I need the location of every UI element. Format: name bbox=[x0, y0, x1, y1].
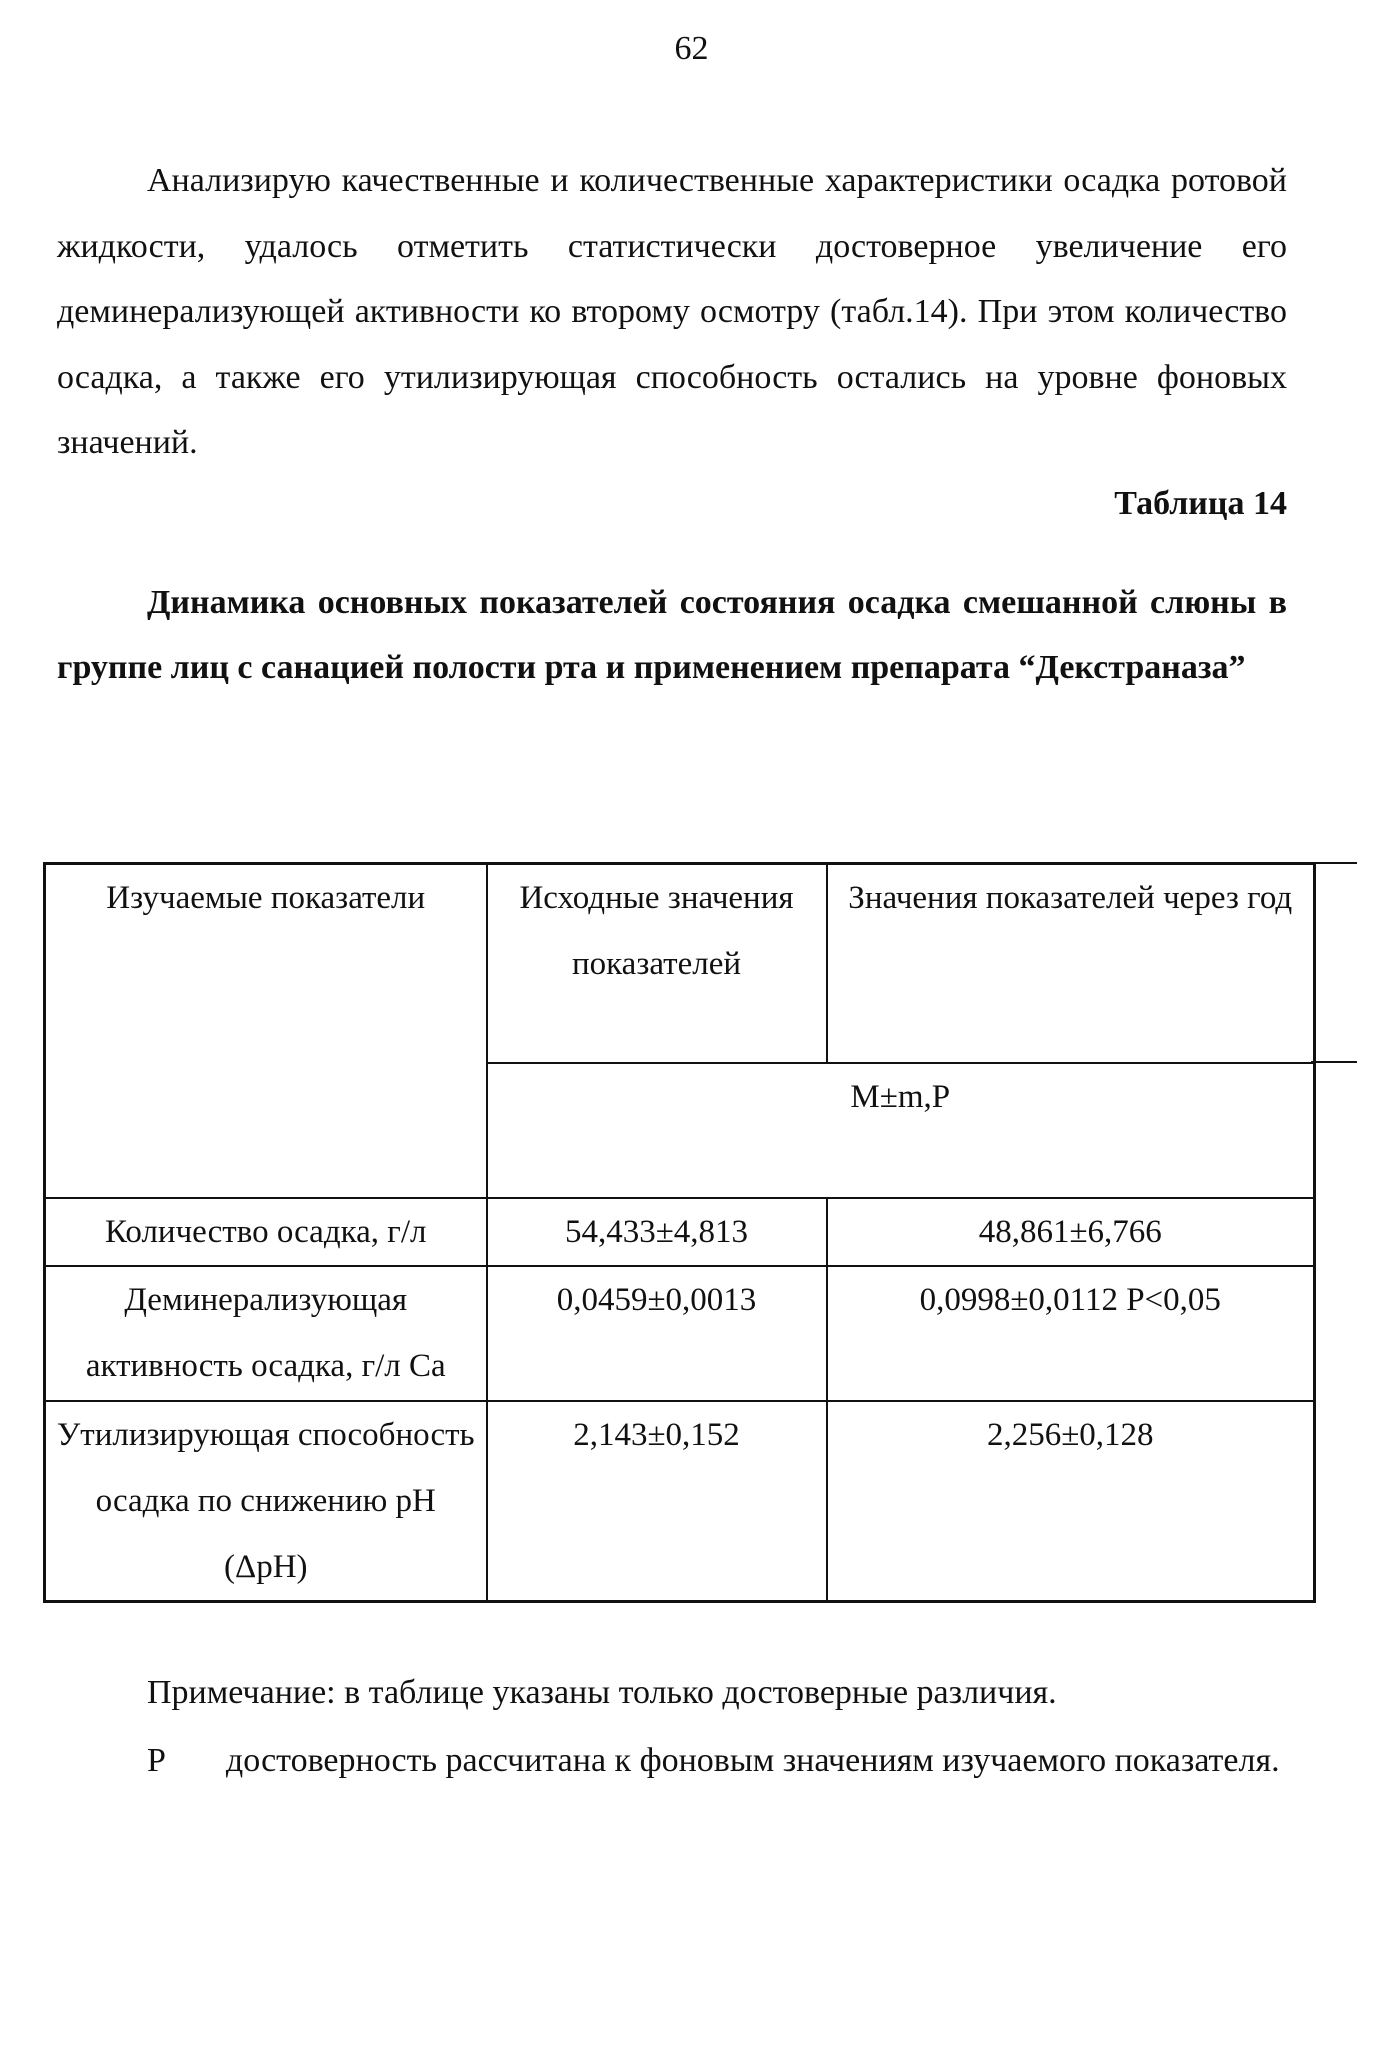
baseline-cell: 2,143±0,152 bbox=[487, 1401, 827, 1602]
after-year-cell: 2,256±0,128 bbox=[827, 1401, 1315, 1602]
table-row bbox=[45, 1266, 1315, 1401]
table-border-overhang bbox=[1311, 1061, 1357, 1063]
baseline-cell: 0,0459±0,0013 bbox=[487, 1266, 827, 1401]
table-note: Примечание: в таблице указаны только достоверные различия. bbox=[147, 1674, 1057, 1711]
indicator-cell: Деминерализующая активность осадка, г/л Ca bbox=[45, 1266, 487, 1401]
significance-text: достоверность рассчитана к фоновым значениям изучаемого показателя. bbox=[225, 1742, 1280, 1779]
header-baseline: Исходные значения показателей bbox=[487, 864, 827, 1064]
table-header-row bbox=[45, 864, 1315, 1064]
table-border-overhang bbox=[1311, 862, 1357, 864]
table-label: Таблица 14 bbox=[1114, 485, 1287, 522]
header-indicators: Изучаемые показатели bbox=[45, 864, 487, 1199]
table-row bbox=[45, 1198, 1315, 1266]
indicator-cell: Утилизирующая способность осадка по снижению pH (ΔpH) bbox=[45, 1401, 487, 1602]
baseline-cell: 54,433±4,813 bbox=[487, 1198, 827, 1266]
data-table bbox=[43, 862, 1316, 1603]
significance-note bbox=[57, 1728, 1287, 1794]
table-title: Динамика основных показателей состояния осадка смешанной слюны в группе лиц с санацией полости рта и применением препарата “Декстраназа” bbox=[57, 584, 1287, 686]
significance-symbol: P bbox=[147, 1742, 166, 1779]
after-year-cell: 48,861±6,766 bbox=[827, 1198, 1315, 1266]
page-number: 62 bbox=[674, 30, 709, 67]
intro-paragraph: Анализирую качественные и количественные характеристики осадка ротовой жидкости, удалось отметить статистически достоверное увеличение его деминерализующей активности ко второму осмотру (табл.14). При этом количество осадка, а также его утилизирующая способность остались на уровне фоновых значений. bbox=[57, 162, 1287, 461]
header-stat-method: M±m,P bbox=[487, 1063, 1315, 1198]
header-after-year: Значения показателей через год bbox=[827, 864, 1315, 1064]
after-year-cell: 0,0998±0,0112 P<0,05 bbox=[827, 1266, 1315, 1401]
table-row bbox=[45, 1401, 1315, 1602]
indicator-cell: Количество осадка, г/л bbox=[45, 1198, 487, 1266]
